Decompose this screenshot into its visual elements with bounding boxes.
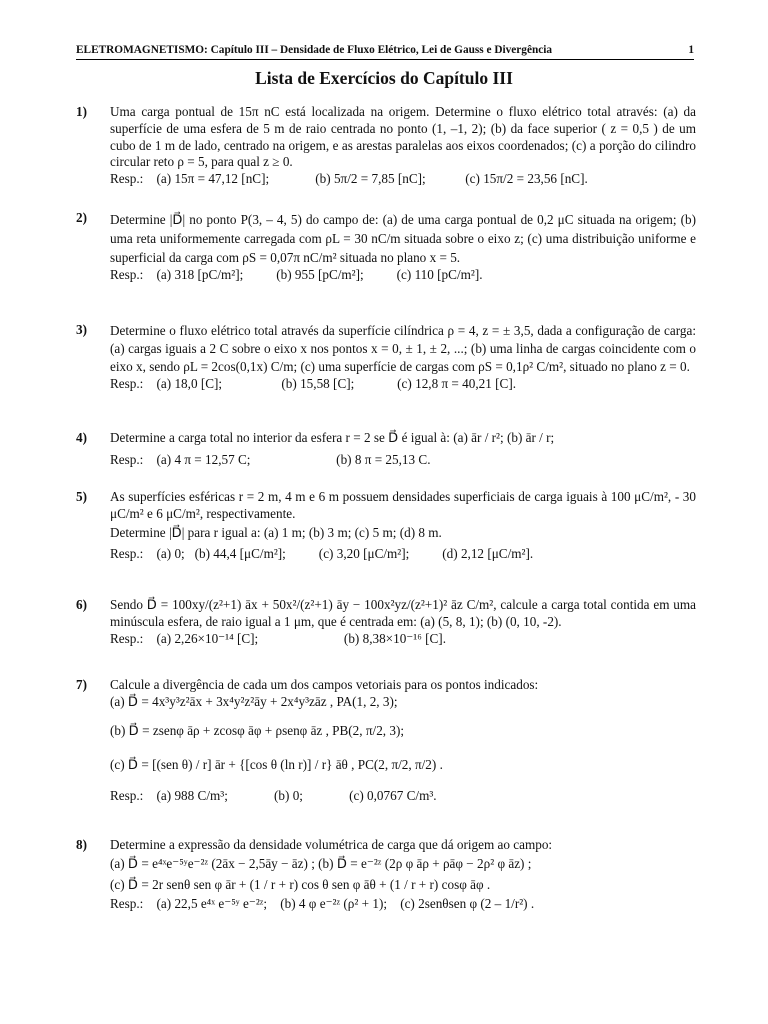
exercise-answer: Resp.: (a) 22,5 e⁴ˣ e⁻⁵ʸ e⁻²ᶻ; (b) 4 φ e⁻²ᶻ (ρ² + 1); (c) 2senθsen φ (2 – 1/r²) . bbox=[110, 896, 535, 912]
exercise-text: Uma carga pontual de 15π nC está localizada na origem. Determine o fluxo elétrico total através: (a) da superfície de uma esfera de 5 m de raio centrada no ponto (1, –1, 2); (b) da face superior ( z = 0,5 ) de um cubo de 1 m de lado, centrado na origem, e as arestas paralelas aos eixos coordenados; (c) a porção do cilindro circular reto ρ = 5, para qual z ≥ 0. bbox=[110, 104, 696, 170]
exercise-8 bbox=[76, 837, 696, 913]
exercise-answer: Resp.: (a) 318 [pC/m²]; (b) 955 [pC/m²]; (c) 110 [pC/m²]. bbox=[110, 267, 483, 282]
formula-a: (a) D⃗ = e⁴ˣe⁻⁵ʸe⁻²ᶻ (2āx − 2,5āy − āz) ; (b) D⃗ = e⁻²ᶻ (2ρ φ āρ + ρāφ − 2ρ² φ āz) ; bbox=[110, 855, 532, 871]
exercise-answer: Resp.: (a) 15π = 47,12 [nC]; (b) 5π/2 = 7,85 [nC]; (c) 15π/2 = 23,56 [nC]. bbox=[110, 171, 588, 187]
exercise-7 bbox=[76, 677, 696, 805]
exercise-5 bbox=[76, 489, 696, 563]
page-number: 1 bbox=[688, 44, 694, 56]
exercise-text: Determine |D⃗| para r igual a: (a) 1 m; (b) 3 m; (c) 5 m; (d) 8 m. bbox=[110, 524, 442, 540]
exercise-text: As superfícies esféricas r = 2 m, 4 m e 6 m possuem densidades superficiais de carga iguais à 100 μC/m², - 30 μC/m² e 6 μC/m², respectivamente. bbox=[110, 489, 696, 521]
formula-c: (c) D⃗ = [(sen θ) / r] ār + {[cos θ (ln r)] / r} āθ , PC(2, π/2, π/2) . bbox=[110, 757, 443, 773]
exercise-number: 8) bbox=[76, 837, 87, 852]
exercise-text: Determine a carga total no interior da esfera r = 2 se D⃗ é igual à: (a) ār / r²; (b) ār / r; bbox=[110, 430, 555, 445]
exercise-number: 2) bbox=[76, 210, 87, 225]
exercise-text: Determine |D⃗| no ponto P(3, – 4, 5) do campo de: (a) de uma carga pontual de 0,2 μC situada na origem; (b) uma reta uniformemente carregada com ρL = 30 nC/m situada sobre o eixo z; (c) uma distribuição uniforme e superficial da carga com ρS = 0,07π nC/m² situada no plano x = 5. bbox=[110, 212, 696, 265]
exercise-number: 6) bbox=[76, 597, 87, 612]
exercise-answer: Resp.: (a) 4 π = 12,57 C; (b) 8 π = 25,13 C. bbox=[110, 451, 431, 467]
exercise-number: 4) bbox=[76, 430, 87, 445]
exercise-6 bbox=[76, 597, 696, 647]
exercise-2 bbox=[76, 210, 696, 284]
exercise-text: Determine o fluxo elétrico total através da superfície cilíndrica ρ = 4, z = ± 3,5, dada a configuração de carga: (a) cargas iguais a 2 C sobre o eixo x nos pontos x = 0, ± 1, ± 2, ...; (b) uma linha de cargas coincidente com o eixo x, sendo ρL = 2cos(0,1x) C/m; (c) uma superfície de cargas com ρS = 0,1ρ² C/m², situado no plano z = 0. bbox=[110, 323, 696, 374]
formula-a: (a) D⃗ = 4x³y³z²āx + 3x⁴y²z²āy + 2x⁴y³zāz , PA(1, 2, 3); bbox=[110, 693, 398, 709]
exercise-answer: Resp.: (a) 18,0 [C]; (b) 15,58 [C]; (c) 12,8 π = 40,21 [C]. bbox=[110, 376, 517, 391]
exercise-text: Sendo D⃗ = 100xy/(z²+1) āx + 50x²/(z²+1) āy − 100x²yz/(z²+1)² āz C/m², calcule a carga total contida em uma minúscula esfera, de raio igual a 1 μm, que é centrada em: (a) (5, 8, 1); (b) (0, 10, -2). bbox=[110, 597, 696, 629]
exercise-number: 5) bbox=[76, 489, 87, 504]
exercise-4 bbox=[76, 430, 696, 469]
exercise-number: 7) bbox=[76, 677, 87, 692]
exercise-3 bbox=[76, 322, 696, 393]
exercise-answer: Resp.: (a) 0; (b) 44,4 [μC/m²]; (c) 3,20 [μC/m²]; (d) 2,12 [μC/m²]. bbox=[110, 546, 534, 562]
formula-b: (b) D⃗ = zsenφ āρ + zcosφ āφ + ρsenφ āz , PB(2, π/2, 3); bbox=[110, 722, 405, 738]
formula-c: (c) D⃗ = 2r senθ sen φ ār + (1 / r + r) cos θ sen φ āθ + (1 / r + r) cosφ āφ . bbox=[110, 876, 491, 892]
exercise-1 bbox=[76, 104, 696, 188]
exercise-text: Calcule a divergência de cada um dos campos vetoriais para os pontos indicados: bbox=[110, 677, 539, 692]
exercise-number: 1) bbox=[76, 104, 87, 119]
exercise-text: Determine a expressão da densidade volumétrica de carga que dá origem ao campo: bbox=[110, 837, 553, 852]
document-title: Lista de Exercícios do Capítulo III bbox=[255, 68, 513, 88]
exercise-answer: Resp.: (a) 2,26×10⁻¹⁴ [C]; (b) 8,38×10⁻¹⁶ [C]. bbox=[110, 630, 446, 646]
exercise-number: 3) bbox=[76, 322, 87, 337]
exercise-answer: Resp.: (a) 988 C/m³; (b) 0; (c) 0,0767 C/m³. bbox=[110, 788, 437, 804]
page-header bbox=[76, 44, 694, 60]
header-title: ELETROMAGNETISMO: Capítulo III – Densidade de Fluxo Elétrico, Lei de Gauss e Divergência bbox=[76, 44, 553, 56]
